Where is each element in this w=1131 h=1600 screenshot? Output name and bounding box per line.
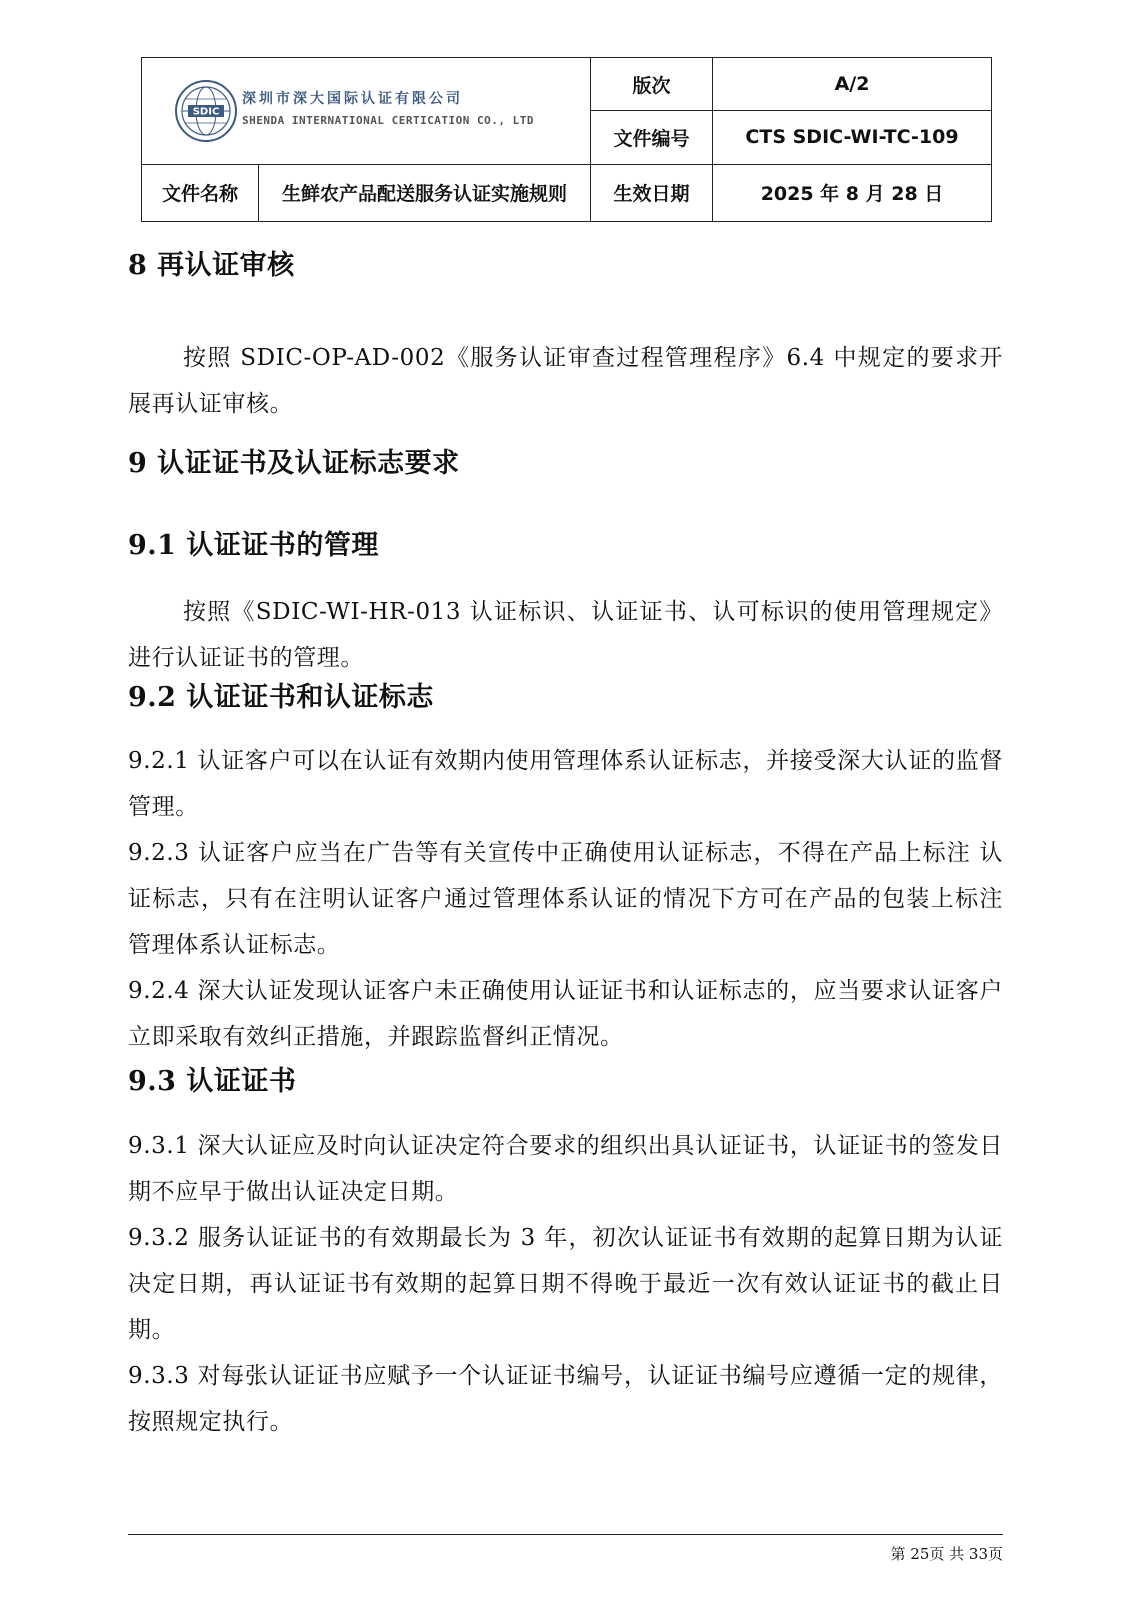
effective-date-value: 2025 年 8 月 28 日 bbox=[713, 164, 992, 221]
section-9-1-title: 9.1 认证证书的管理 bbox=[128, 530, 379, 561]
company-logo-icon bbox=[174, 79, 238, 143]
clause-9-2-4: 9.2.4 深大认证发现认证客户未正确使用认证证书和认证标志的，应当要求认证客户立即采取有效纠正措施，并跟踪监督纠正情况。 bbox=[128, 978, 1003, 1050]
effective-date-label: 生效日期 bbox=[591, 164, 713, 221]
company-name-cn: 深圳市深大国际认证有限公司 bbox=[242, 91, 463, 108]
version-value: A/2 bbox=[713, 58, 992, 111]
section-9-3-title: 9.3 认证证书 bbox=[128, 1066, 297, 1097]
doc-number-label: 文件编号 bbox=[591, 111, 713, 164]
clause-9-3-1: 9.3.1 深大认证应及时向认证决定符合要求的组织出具认证证书，认证证书的签发日期不应早于做出认证决定日期。 bbox=[128, 1133, 1003, 1205]
version-label: 版次 bbox=[591, 58, 713, 111]
section-9-1-paragraph: 按照《SDIC-WI-HR-013 认证标识、认证证书、认可标识的使用管理规定》进行认证证书的管理。 bbox=[128, 599, 1003, 671]
clause-9-3-2: 9.3.2 服务认证证书的有效期最长为 3 年，初次认证证书有效期的起算日期为认证决定日期，再认证证书有效期的起算日期不得晚于最近一次有效认证证书的截止日期。 bbox=[128, 1225, 1003, 1343]
doc-number-value: CTS SDIC-WI-TC-109 bbox=[713, 111, 992, 164]
document-header-table bbox=[141, 57, 992, 222]
doc-name-label: 文件名称 bbox=[142, 164, 259, 221]
clause-9-2-3: 9.2.3 认证客户应当在广告等有关宣传中正确使用认证标志，不得在产品上标注 认证标志，只有在注明认证客户通过管理体系认证的情况下方可在产品的包装上标注 管理体系认证标志。 bbox=[128, 840, 1003, 958]
section-8-paragraph: 按照 SDIC-OP-AD-002《服务认证审查过程管理程序》6.4 中规定的要求开展再认证审核。 bbox=[128, 345, 1003, 417]
clause-9-2-1: 9.2.1 认证客户可以在认证有效期内使用管理体系认证标志，并接受深大认证的监督管理。 bbox=[128, 748, 1003, 820]
company-name-en: SHENDA INTERNATIONAL CERTICATION CO., LTD bbox=[242, 114, 535, 128]
page-number: 第 25页 共 33页 bbox=[890, 1545, 1003, 1563]
section-9-title: 9 认证证书及认证标志要求 bbox=[128, 448, 460, 479]
company-logo-cell bbox=[142, 58, 591, 165]
section-8-title: 8 再认证审核 bbox=[128, 250, 295, 281]
doc-name-value: 生鲜农产品配送服务认证实施规则 bbox=[259, 164, 591, 221]
footer-divider bbox=[128, 1534, 1003, 1535]
section-9-2-title: 9.2 认证证书和认证标志 bbox=[128, 682, 434, 713]
clause-9-3-3: 9.3.3 对每张认证证书应赋予一个认证证书编号，认证证书编号应遵循一定的规律，按照规定执行。 bbox=[128, 1363, 1003, 1435]
logo-text: SDIC bbox=[192, 106, 220, 118]
